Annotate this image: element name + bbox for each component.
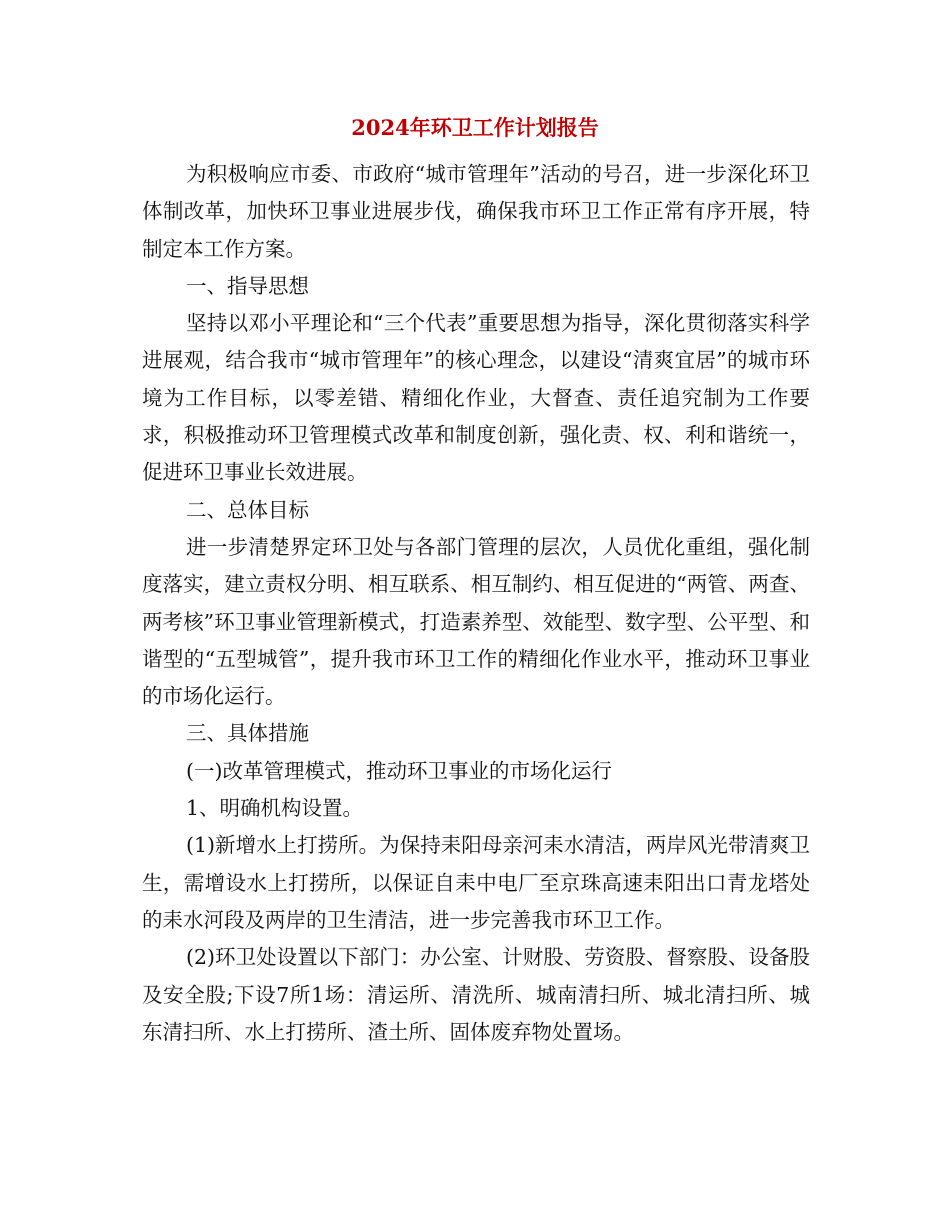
section-heading-specific-measures: 三、具体措施 bbox=[186, 721, 309, 746]
paragraph-guiding-ideology: 坚持以邓小平理论和“三个代表”重要思想为指导，深化贯彻落实科学进展观，结合我市“城市管理年”的核心理念，以建设“清爽宜居”的城市环境为工作目标，以零差错、精细化作业，大督查、责任追究制为工作要求，积极推动环卫管理模式改革和制度创新，强化责、权、利和谐统一，促进环卫事业长效进展。 bbox=[142, 311, 810, 485]
section-heading-overall-goal: 二、总体目标 bbox=[186, 497, 309, 522]
paragraph-intro: 为积极响应市委、市政府“城市管理年”活动的号召，进一步深化环卫体制改革，加快环卫事业进展步伐，确保我市环卫工作正常有序开展，特制定本工作方案。 bbox=[142, 162, 810, 261]
document-body bbox=[142, 156, 810, 1051]
subsection-heading-reform: (一)改革管理模式，推动环卫事业的市场化运行 bbox=[186, 758, 612, 783]
paragraph-overall-goal: 进一步清楚界定环卫处与各部门管理的层次，人员优化重组，强化制度落实，建立责权分明、相互联系、相互制约、相互促进的“两管、两查、两考核”环卫事业管理新模式，打造素养型、效能型、数字型、公平型、和谐型的“五型城管”，提升我市环卫工作的精细化作业水平，推动环卫事业的市场化运行。 bbox=[142, 534, 810, 709]
item-heading-organization: 1、明确机构设置。 bbox=[186, 796, 364, 821]
paragraph-item-2: (2)环卫处设置以下部门：办公室、计财股、劳资股、督察股、设备股及安全股;下设7所1场：清运所、清洗所、城南清扫所、城北清扫所、城东清扫所、水上打捞所、渣土所、固体废弃物处置场。 bbox=[142, 945, 810, 1044]
document-title: 2024年环卫工作计划报告 bbox=[351, 115, 599, 140]
section-heading-guiding-ideology: 一、指导思想 bbox=[186, 273, 309, 298]
paragraph-item-1: (1)新增水上打捞所。为保持耒阳母亲河耒水清洁，两岸风光带清爽卫生，需增设水上打捞所，以保证自耒中电厂至京珠高速耒阳出口青龙塔处的耒水河段及两岸的卫生清洁，进一步完善我市环卫工作。 bbox=[142, 833, 810, 932]
